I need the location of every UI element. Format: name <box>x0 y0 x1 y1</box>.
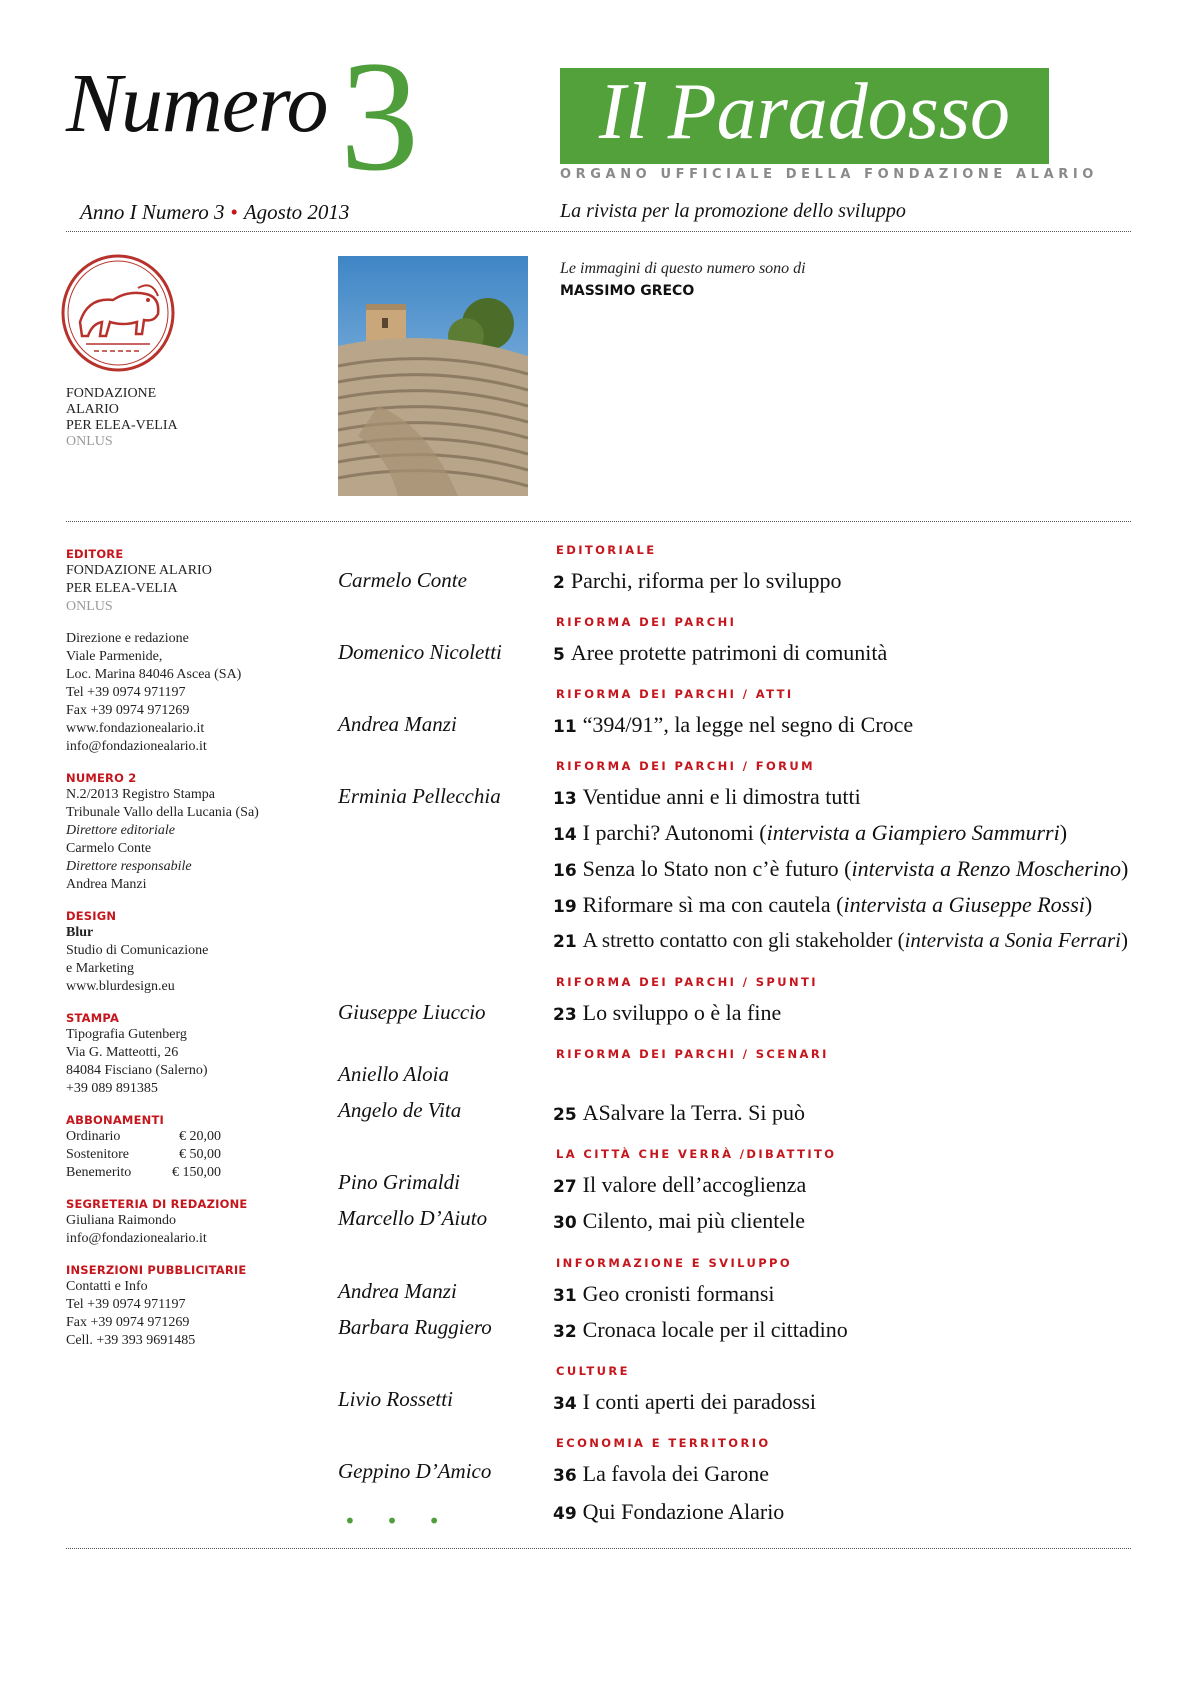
org-name <box>66 386 178 450</box>
colophon-abbonamenti <box>66 1112 316 1182</box>
toc-entry[interactable] <box>553 784 861 810</box>
toc-title: Geo cronisti formansi <box>582 1281 775 1306</box>
colophon-line: Andrea Manzi <box>66 877 147 892</box>
toc-category: EDITORIALE <box>556 543 657 557</box>
section-heading: INSERZIONI PUBBLICITARIE <box>66 1263 247 1277</box>
section-heading: ABBONAMENTI <box>66 1113 164 1127</box>
toc-interview: intervista a Sonia Ferrari <box>904 928 1122 952</box>
colophon-line: www.fondazionealario.it <box>66 721 205 736</box>
section-heading: EDITORE <box>66 547 124 561</box>
colophon-line: info@fondazionealario.it <box>66 1231 207 1246</box>
magazine-subtitle: ORGANO UFFICIALE DELLA FONDAZIONE ALARIO <box>560 167 1098 182</box>
colophon-numero <box>66 770 316 894</box>
toc-category: CULTURE <box>556 1364 630 1378</box>
colophon-line: 84084 Fisciano (Salerno) <box>66 1063 208 1078</box>
colophon-line: Contatti e Info <box>66 1279 148 1294</box>
toc-author: Pino Grimaldi <box>338 1170 460 1194</box>
toc-page: 5 <box>553 645 565 665</box>
toc-entry[interactable] <box>553 712 913 738</box>
colophon-line: Direzione e redazione <box>66 631 189 646</box>
price-value: € 20,00 <box>179 1129 221 1144</box>
colophon-line: Via G. Matteotti, 26 <box>66 1045 179 1060</box>
toc-category: RIFORMA DEI PARCHI / SPUNTI <box>556 975 818 989</box>
toc-author: Aniello Aloia <box>338 1062 450 1086</box>
toc-category: RIFORMA DEI PARCHI / SCENARI <box>556 1047 829 1061</box>
photo-credits-name: MASSIMO GRECO <box>560 283 695 299</box>
toc-interview: intervista a Giuseppe Rossi <box>843 892 1085 917</box>
colophon-onlus: ONLUS <box>66 599 113 614</box>
toc-author: Geppino D’Amico <box>338 1459 492 1483</box>
colophon-line: Tribunale Vallo della Lucania (Sa) <box>66 805 259 820</box>
toc-page: 34 <box>553 1394 577 1414</box>
divider-middle <box>66 521 1131 522</box>
divider-top <box>66 231 1131 232</box>
issue-dateline <box>80 200 349 225</box>
toc-category: RIFORMA DEI PARCHI / FORUM <box>556 759 816 773</box>
colophon-design <box>66 908 316 996</box>
toc-close: ) <box>1121 928 1129 952</box>
toc-entry[interactable] <box>553 820 1067 846</box>
toc-entry[interactable] <box>553 640 887 666</box>
section-heading: STAMPA <box>66 1011 120 1025</box>
toc-page: 23 <box>553 1005 577 1025</box>
toc-title: Ventidue anni e li dimostra tutti <box>582 784 861 809</box>
price-row <box>66 1164 316 1182</box>
toc-title: I conti aperti dei paradossi <box>582 1389 817 1414</box>
toc-page: 25 <box>553 1105 577 1125</box>
toc-entry[interactable] <box>553 856 1128 882</box>
toc-title: “394/91”, la legge nel segno di Croce <box>582 712 914 737</box>
magazine-title: Il Paradosso <box>598 68 1011 156</box>
price-label: Ordinario <box>66 1129 121 1144</box>
toc-author: Domenico Nicoletti <box>338 640 502 664</box>
toc-entry[interactable] <box>553 1100 805 1126</box>
toc-entry[interactable] <box>553 1389 816 1415</box>
toc-title: Riformare sì ma con cautela ( <box>582 892 844 917</box>
toc-page: 19 <box>553 897 577 917</box>
colophon-line: N.2/2013 Registro Stampa <box>66 787 215 802</box>
toc-category: ECONOMIA E TERRITORIO <box>556 1436 771 1450</box>
toc-author: Andrea Manzi <box>338 1279 457 1303</box>
toc-author: Andrea Manzi <box>338 712 457 736</box>
toc-title: Senza lo Stato non c’è futuro ( <box>582 856 852 881</box>
issue-number: 3 <box>340 29 419 204</box>
toc-title: Il valore dell’accoglienza <box>582 1172 807 1197</box>
toc-page: 32 <box>553 1322 577 1342</box>
toc-entry[interactable] <box>553 1499 784 1525</box>
toc-title: Parchi, riforma per lo sviluppo <box>570 568 842 593</box>
toc-close: ) <box>1059 820 1068 845</box>
toc-page: 11 <box>553 717 577 737</box>
toc-author: Livio Rossetti <box>338 1387 453 1411</box>
toc-page: 16 <box>553 861 577 881</box>
toc-close: ) <box>1120 856 1129 881</box>
toc-page: 27 <box>553 1177 577 1197</box>
toc-author: Barbara Ruggiero <box>338 1315 492 1339</box>
colophon-line: Tipografia Gutenberg <box>66 1027 187 1042</box>
toc-category: INFORMAZIONE E SVILUPPO <box>556 1256 793 1270</box>
toc-title: Cilento, mai più clientele <box>582 1208 806 1233</box>
colophon-stampa <box>66 1010 316 1098</box>
toc-title: Aree protette patrimoni di comunità <box>570 640 888 665</box>
toc-entry[interactable] <box>553 1281 775 1307</box>
colophon-line: Cell. +39 393 9691485 <box>66 1333 196 1348</box>
colophon-line: e Marketing <box>66 961 135 976</box>
colophon-line: Viale Parmenide, <box>66 649 163 664</box>
colophon-line: Giuliana Raimondo <box>66 1213 177 1228</box>
price-value: € 150,00 <box>172 1165 221 1180</box>
colophon-direzione <box>66 630 316 756</box>
price-value: € 50,00 <box>179 1147 221 1162</box>
toc-page: 21 <box>553 932 577 952</box>
lion-coin-logo-icon <box>58 252 178 374</box>
price-row <box>66 1146 316 1164</box>
colophon-inserzioni <box>66 1262 316 1350</box>
price-row <box>66 1128 316 1146</box>
ellipsis-dots-icon: • • • <box>344 1509 453 1533</box>
photo-credits-label: Le immagini di questo numero sono di <box>560 260 806 277</box>
org-name-line: PER ELEA-VELIA <box>66 418 178 433</box>
amphitheatre-photo <box>338 256 528 496</box>
colophon-line: Tel +39 0974 971197 <box>66 1297 186 1312</box>
toc-category: RIFORMA DEI PARCHI <box>556 615 737 629</box>
toc-title: Cronaca locale per il cittadino <box>582 1317 848 1342</box>
toc-interview: intervista a Renzo Moscherino <box>851 856 1121 881</box>
colophon-line: Loc. Marina 84046 Ascea (SA) <box>66 667 242 682</box>
toc-page: 36 <box>553 1466 577 1486</box>
toc-category: RIFORMA DEI PARCHI / ATTI <box>556 687 794 701</box>
divider-bottom <box>66 1548 1131 1549</box>
colophon-line: Carmelo Conte <box>66 841 152 856</box>
colophon-line: Blur <box>66 925 94 940</box>
price-label: Benemerito <box>66 1165 132 1180</box>
toc-page: 14 <box>553 825 577 845</box>
section-heading: DESIGN <box>66 909 117 923</box>
colophon <box>66 546 316 1364</box>
price-label: Sostenitore <box>66 1147 129 1162</box>
colophon-line: Tel +39 0974 971197 <box>66 685 186 700</box>
colophon-line: Fax +39 0974 971269 <box>66 1315 190 1330</box>
section-heading: SEGRETERIA DI REDAZIONE <box>66 1197 248 1211</box>
toc-entry[interactable] <box>553 1000 781 1026</box>
issue-date: Agosto 2013 <box>243 200 350 224</box>
toc-title: A stretto contatto con gli stakeholder ( <box>582 928 905 952</box>
toc-entry[interactable] <box>553 892 1092 918</box>
toc-title: Lo sviluppo o è la fine <box>582 1000 782 1025</box>
toc-author: Giuseppe Liuccio <box>338 1000 486 1024</box>
toc-author: Angelo de Vita <box>338 1098 462 1122</box>
toc-page: 13 <box>553 789 577 809</box>
colophon-line: Studio di Comunicazione <box>66 943 209 958</box>
toc-entry[interactable] <box>553 1461 769 1487</box>
section-heading: NUMERO 2 <box>66 771 137 785</box>
colophon-editore <box>66 546 316 616</box>
colophon-segreteria <box>66 1196 316 1248</box>
toc-entry[interactable] <box>553 1317 848 1343</box>
toc-author: Erminia Pellecchia <box>338 784 501 808</box>
toc-title: La favola dei Garone <box>582 1461 769 1486</box>
colophon-line: FONDAZIONE ALARIO <box>66 563 212 578</box>
colophon-line: PER ELEA-VELIA <box>66 581 178 596</box>
colophon-line: www.blurdesign.eu <box>66 979 175 994</box>
toc-entry[interactable] <box>553 1172 806 1198</box>
colophon-line: +39 089 891385 <box>66 1081 158 1096</box>
issue-label: Numero <box>66 57 328 150</box>
toc-author: Marcello D’Aiuto <box>338 1206 488 1230</box>
colophon-line: info@fondazionealario.it <box>66 739 207 754</box>
toc-title: Qui Fondazione Alario <box>582 1499 785 1524</box>
toc-page: 2 <box>553 573 565 593</box>
toc-entry[interactable] <box>553 1208 805 1234</box>
toc-entry[interactable] <box>553 928 1128 953</box>
toc-author: Carmelo Conte <box>338 568 467 592</box>
toc-close: ) <box>1084 892 1093 917</box>
toc-page: 31 <box>553 1286 577 1306</box>
colophon-role: Direttore responsabile <box>66 859 192 874</box>
bullet-icon: • <box>230 200 238 224</box>
issue-anno: Anno I Numero 3 <box>80 200 225 224</box>
toc-page: 30 <box>553 1213 577 1233</box>
magazine-tagline: La rivista per la promozione dello sviluppo <box>560 200 906 222</box>
colophon-role: Direttore editoriale <box>66 823 175 838</box>
toc-interview: intervista a Giampiero Sammurri <box>766 820 1060 845</box>
colophon-line: Fax +39 0974 971269 <box>66 703 190 718</box>
org-name-line: ALARIO <box>66 402 119 417</box>
org-onlus: ONLUS <box>66 434 113 449</box>
toc-entry[interactable] <box>553 568 842 594</box>
org-name-line: FONDAZIONE <box>66 386 157 401</box>
toc-category: LA CITTÀ CHE VERRÀ /DIBATTITO <box>556 1147 837 1161</box>
toc-page: 49 <box>553 1504 577 1524</box>
toc-title: ASalvare la Terra. Si può <box>582 1100 805 1125</box>
toc-title: I parchi? Autonomi ( <box>582 820 767 845</box>
